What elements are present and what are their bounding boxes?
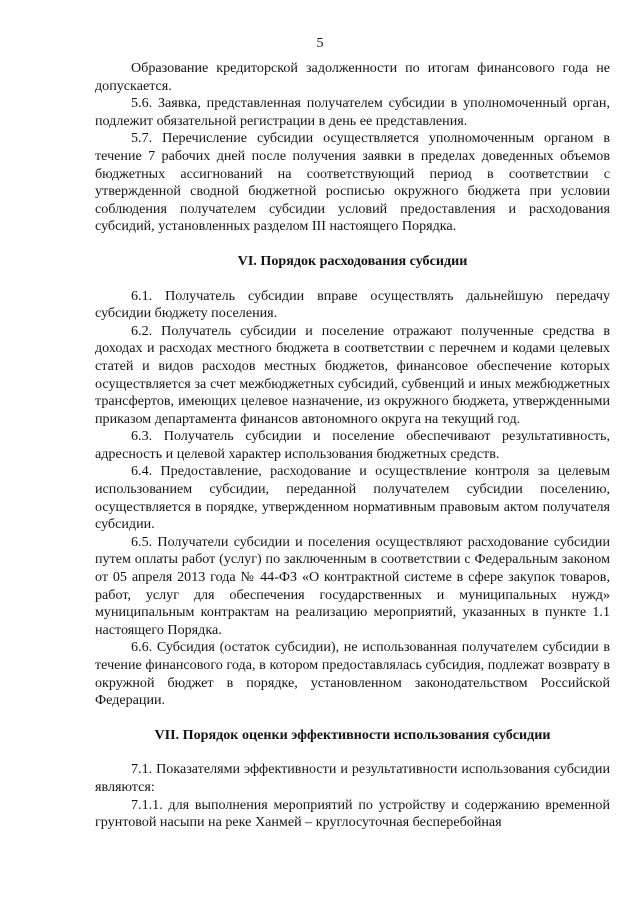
paragraph-7-1: 7.1. Показателями эффективности и результативности использования субсидии являются: <box>95 761 610 795</box>
paragraph-6-5: 6.5. Получатели субсидии и поселения осуществляют расходование субсидии путем оплаты работ (услуг) по заключенным в соответствии с Федеральным законом от 05 апреля 2013 года № 44-ФЗ «О контрактной системе в сфере закупок товаров, работ, услуг для обеспечения государственных и муниципальных нужд» муниципальным контрактам на реализацию мероприятий, указанных в пункте 1.1 настоящего Порядка. <box>95 533 610 638</box>
document-body <box>95 60 610 832</box>
page-number: 5 <box>316 36 324 51</box>
paragraph-7-1-1: 7.1.1. для выполнения мероприятий по устройству и содержанию временной грунтовой насыпи на реке Ханмей – круглосуточная бесперебойная <box>95 796 610 831</box>
paragraph-6-2: 6.2. Получатель субсидии и поселение отражают полученные средства в доходах и расходах местного бюджета в соответствии с перечнем и кодами целевых статей и видов расходов местных бюджетов, финансовое обеспечение которых осуществляется за счет межбюджетных субсидий, субвенций и иных межбюджетных трансфертов, имеющих целевое назначение, из окружного бюджета, утвержденными приказом департамента финансов автономного округа на текущий год. <box>95 322 610 427</box>
paragraph-5-7: 5.7. Перечисление субсидии осуществляется уполномоченным органом в течение 7 рабочих дней после получения заявки в пределах доведенных объемов бюджетных ассигнований на соответствующий период в соответствии с утвержденной сводной бюджетной росписью окружного бюджета при условии соблюдения получателем субсидии условий предоставления и расходования субсидий, установленных разделом III настоящего Порядка. <box>95 130 610 235</box>
section-heading-vi: VI. Порядок расходования субсидии <box>237 252 468 269</box>
paragraph-5-6: 5.6. Заявка, представленная получателем субсидии в уполномоченный орган, подлежит обязательной регистрации в день ее представления. <box>95 95 610 129</box>
section-heading-vii: VII. Порядок оценки эффективности использования субсидии <box>154 726 551 743</box>
paragraph-6-4: 6.4. Предоставление, расходование и осуществление контроля за целевым использованием субсидии, переданной получателем субсидии поселению, осуществляется в порядке, утвержденном нормативным правовым актом получателя субсидии. <box>95 463 610 533</box>
paragraph-6-6: 6.6. Субсидия (остаток субсидии), не использованная получателем субсидии в течение финансового года, в котором предоставлялась субсидия, подлежат возврату в окружной бюджет в порядке, установленном законодательством Российской Федерации. <box>95 639 610 709</box>
paragraph-6-3: 6.3. Получатель субсидии и поселение обеспечивают результативность, адресность и целевой характер использования бюджетных средств. <box>95 428 610 462</box>
paragraph-6-1: 6.1. Получатель субсидии вправе осуществлять дальнейшую передачу субсидии бюджету поселения. <box>95 287 610 322</box>
paragraph-5-5-end: Образование кредиторской задолженности по итогам финансового года не допускается. <box>95 60 610 94</box>
